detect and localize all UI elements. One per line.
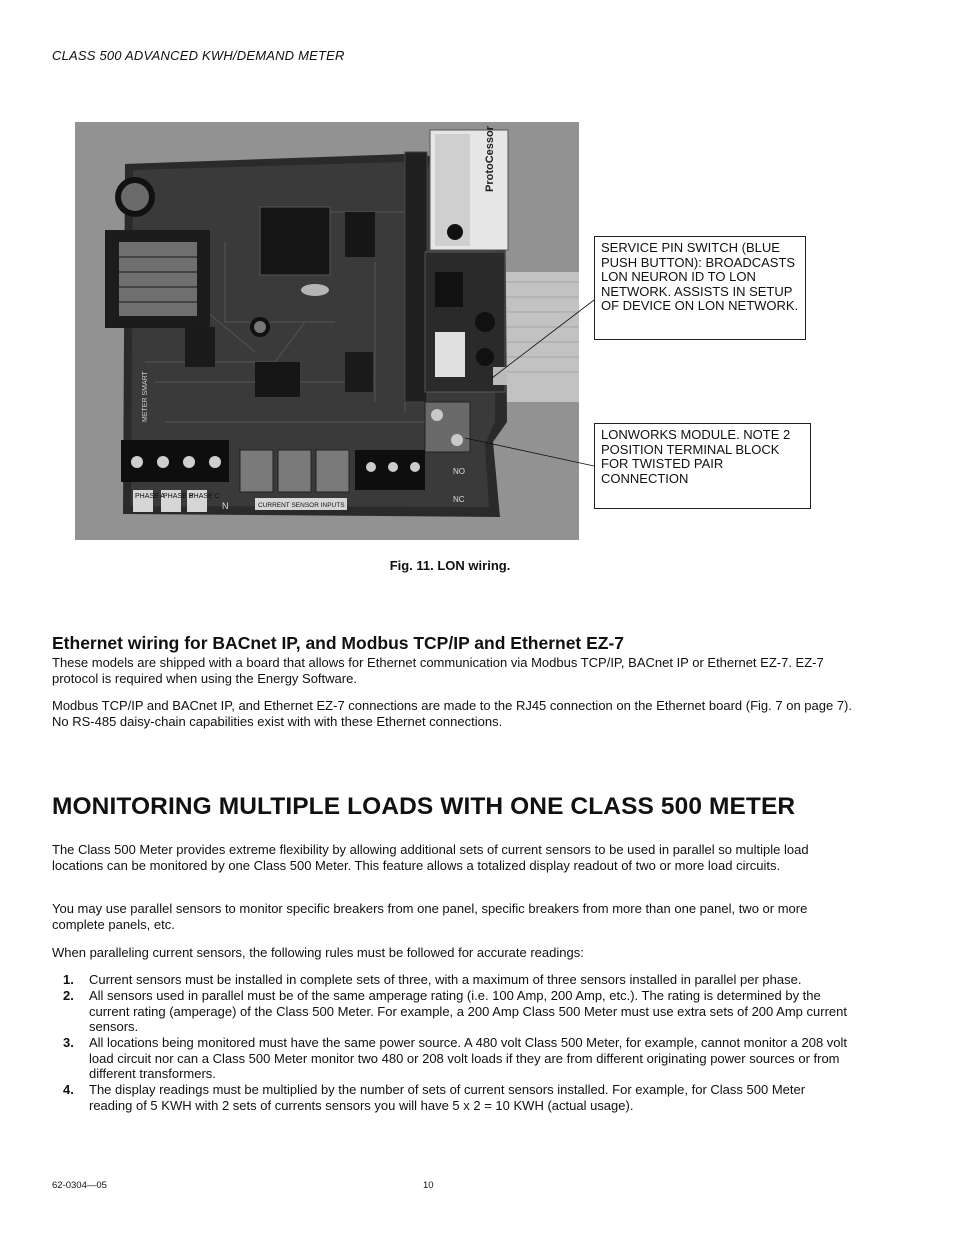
callout-service-pin: SERVICE PIN SWITCH (BLUE PUSH BUTTON): BROADCASTS LON NEURON ID TO LON NETWORK. ASSISTS IN SETUP OF DEVICE ON LON NETWORK. xyxy=(594,236,806,340)
list-text: Current sensors must be installed in complete sets of three, with a maximum of three sensors installed in parallel per phase. xyxy=(89,972,802,987)
neutral-label: N xyxy=(222,501,229,511)
list-item xyxy=(52,988,852,1035)
list-text: The display readings must be multiplied by the number of sets of current sensors installed. For example, for Class 500 Meter reading of 5 KWH with 2 sets of currents sensors you will have 5 x 2 = 10 KWH (actual usage). xyxy=(89,1082,806,1113)
monitoring-paragraph-3: When paralleling current sensors, the following rules must be followed for accurate readings: xyxy=(52,945,584,960)
footer-doc-number: 62-0304—05 xyxy=(52,1180,107,1191)
meter-smart-label: METER SMART xyxy=(142,371,149,422)
list-number: 2. xyxy=(63,988,74,1003)
footer-page-number: 10 xyxy=(423,1180,434,1191)
no-label: NO xyxy=(453,467,465,476)
list-item xyxy=(52,1082,852,1113)
module-brand-text: ProtoCessor xyxy=(484,125,496,192)
list-number: 1. xyxy=(63,972,74,987)
monitoring-paragraph-1: The Class 500 Meter provides extreme flexibility by allowing additional sets of current sensors to be used in parallel so multiple load locations can be monitored by one Class 500 Meter. This feature allows a totalized display readout of two or more load circuits. xyxy=(52,842,809,873)
ethernet-paragraph-1: These models are shipped with a board that allows for Ethernet communication via Modbus TCP/IP, BACnet IP or Ethernet EZ-7. EZ-7 protocol is required when using the Energy Software. xyxy=(52,655,824,686)
current-sensor-inputs-label: CURRENT SENSOR INPUTS xyxy=(258,502,345,509)
list-item xyxy=(52,1035,852,1082)
list-text: All locations being monitored must have the same power source. A 480 volt Class 500 Meter, for example, cannot monitor a 208 volt load circuit nor can a Class 500 Meter monitor two 480 or 208 volt loads if they are from different originating power sources or from different transformers. xyxy=(89,1035,848,1081)
list-number: 3. xyxy=(63,1035,74,1050)
rules-list xyxy=(52,972,852,1114)
monitoring-section-heading: MONITORING MULTIPLE LOADS WITH ONE CLASS 500 METER xyxy=(52,793,796,820)
phase-c-label: PHASE C xyxy=(189,493,220,500)
phase-b-label: PHASE B xyxy=(163,493,194,500)
callout-lonworks-module: LONWORKS MODULE. NOTE 2 POSITION TERMINAL BLOCK FOR TWISTED PAIR CONNECTION xyxy=(594,423,811,509)
figure-caption: Fig. 11. LON wiring. xyxy=(389,558,511,573)
monitoring-paragraph-2: You may use parallel sensors to monitor specific breakers from one panel, specific breakers from more than one panel, two or more complete panels, etc. xyxy=(52,901,808,932)
list-text: All sensors used in parallel must be of the same amperage rating (i.e. 100 Amp, 200 Amp, etc.). The rating is determined by the current rating (amperage) of the Class 500 Meter. For example, a 200 Amp Class 500 Meter must use extra sets of 200 Amp current sensors. xyxy=(89,988,847,1034)
ethernet-section-heading: Ethernet wiring for BACnet IP, and Modbus TCP/IP and Ethernet EZ-7 xyxy=(52,633,625,653)
phase-a-label: PHASE A xyxy=(135,493,165,500)
running-header: CLASS 500 ADVANCED KWH/DEMAND METER xyxy=(52,48,345,63)
list-number: 4. xyxy=(63,1082,74,1097)
ethernet-paragraph-2: Modbus TCP/IP and BACnet IP, and Ethernet EZ-7 connections are made to the RJ45 connection on the Ethernet board (Fig. 7 on page 7). No RS-485 daisy-chain capabilities exist with with these Ethernet connections. xyxy=(52,698,852,729)
nc-label: NC xyxy=(453,495,465,504)
list-item xyxy=(52,972,852,988)
